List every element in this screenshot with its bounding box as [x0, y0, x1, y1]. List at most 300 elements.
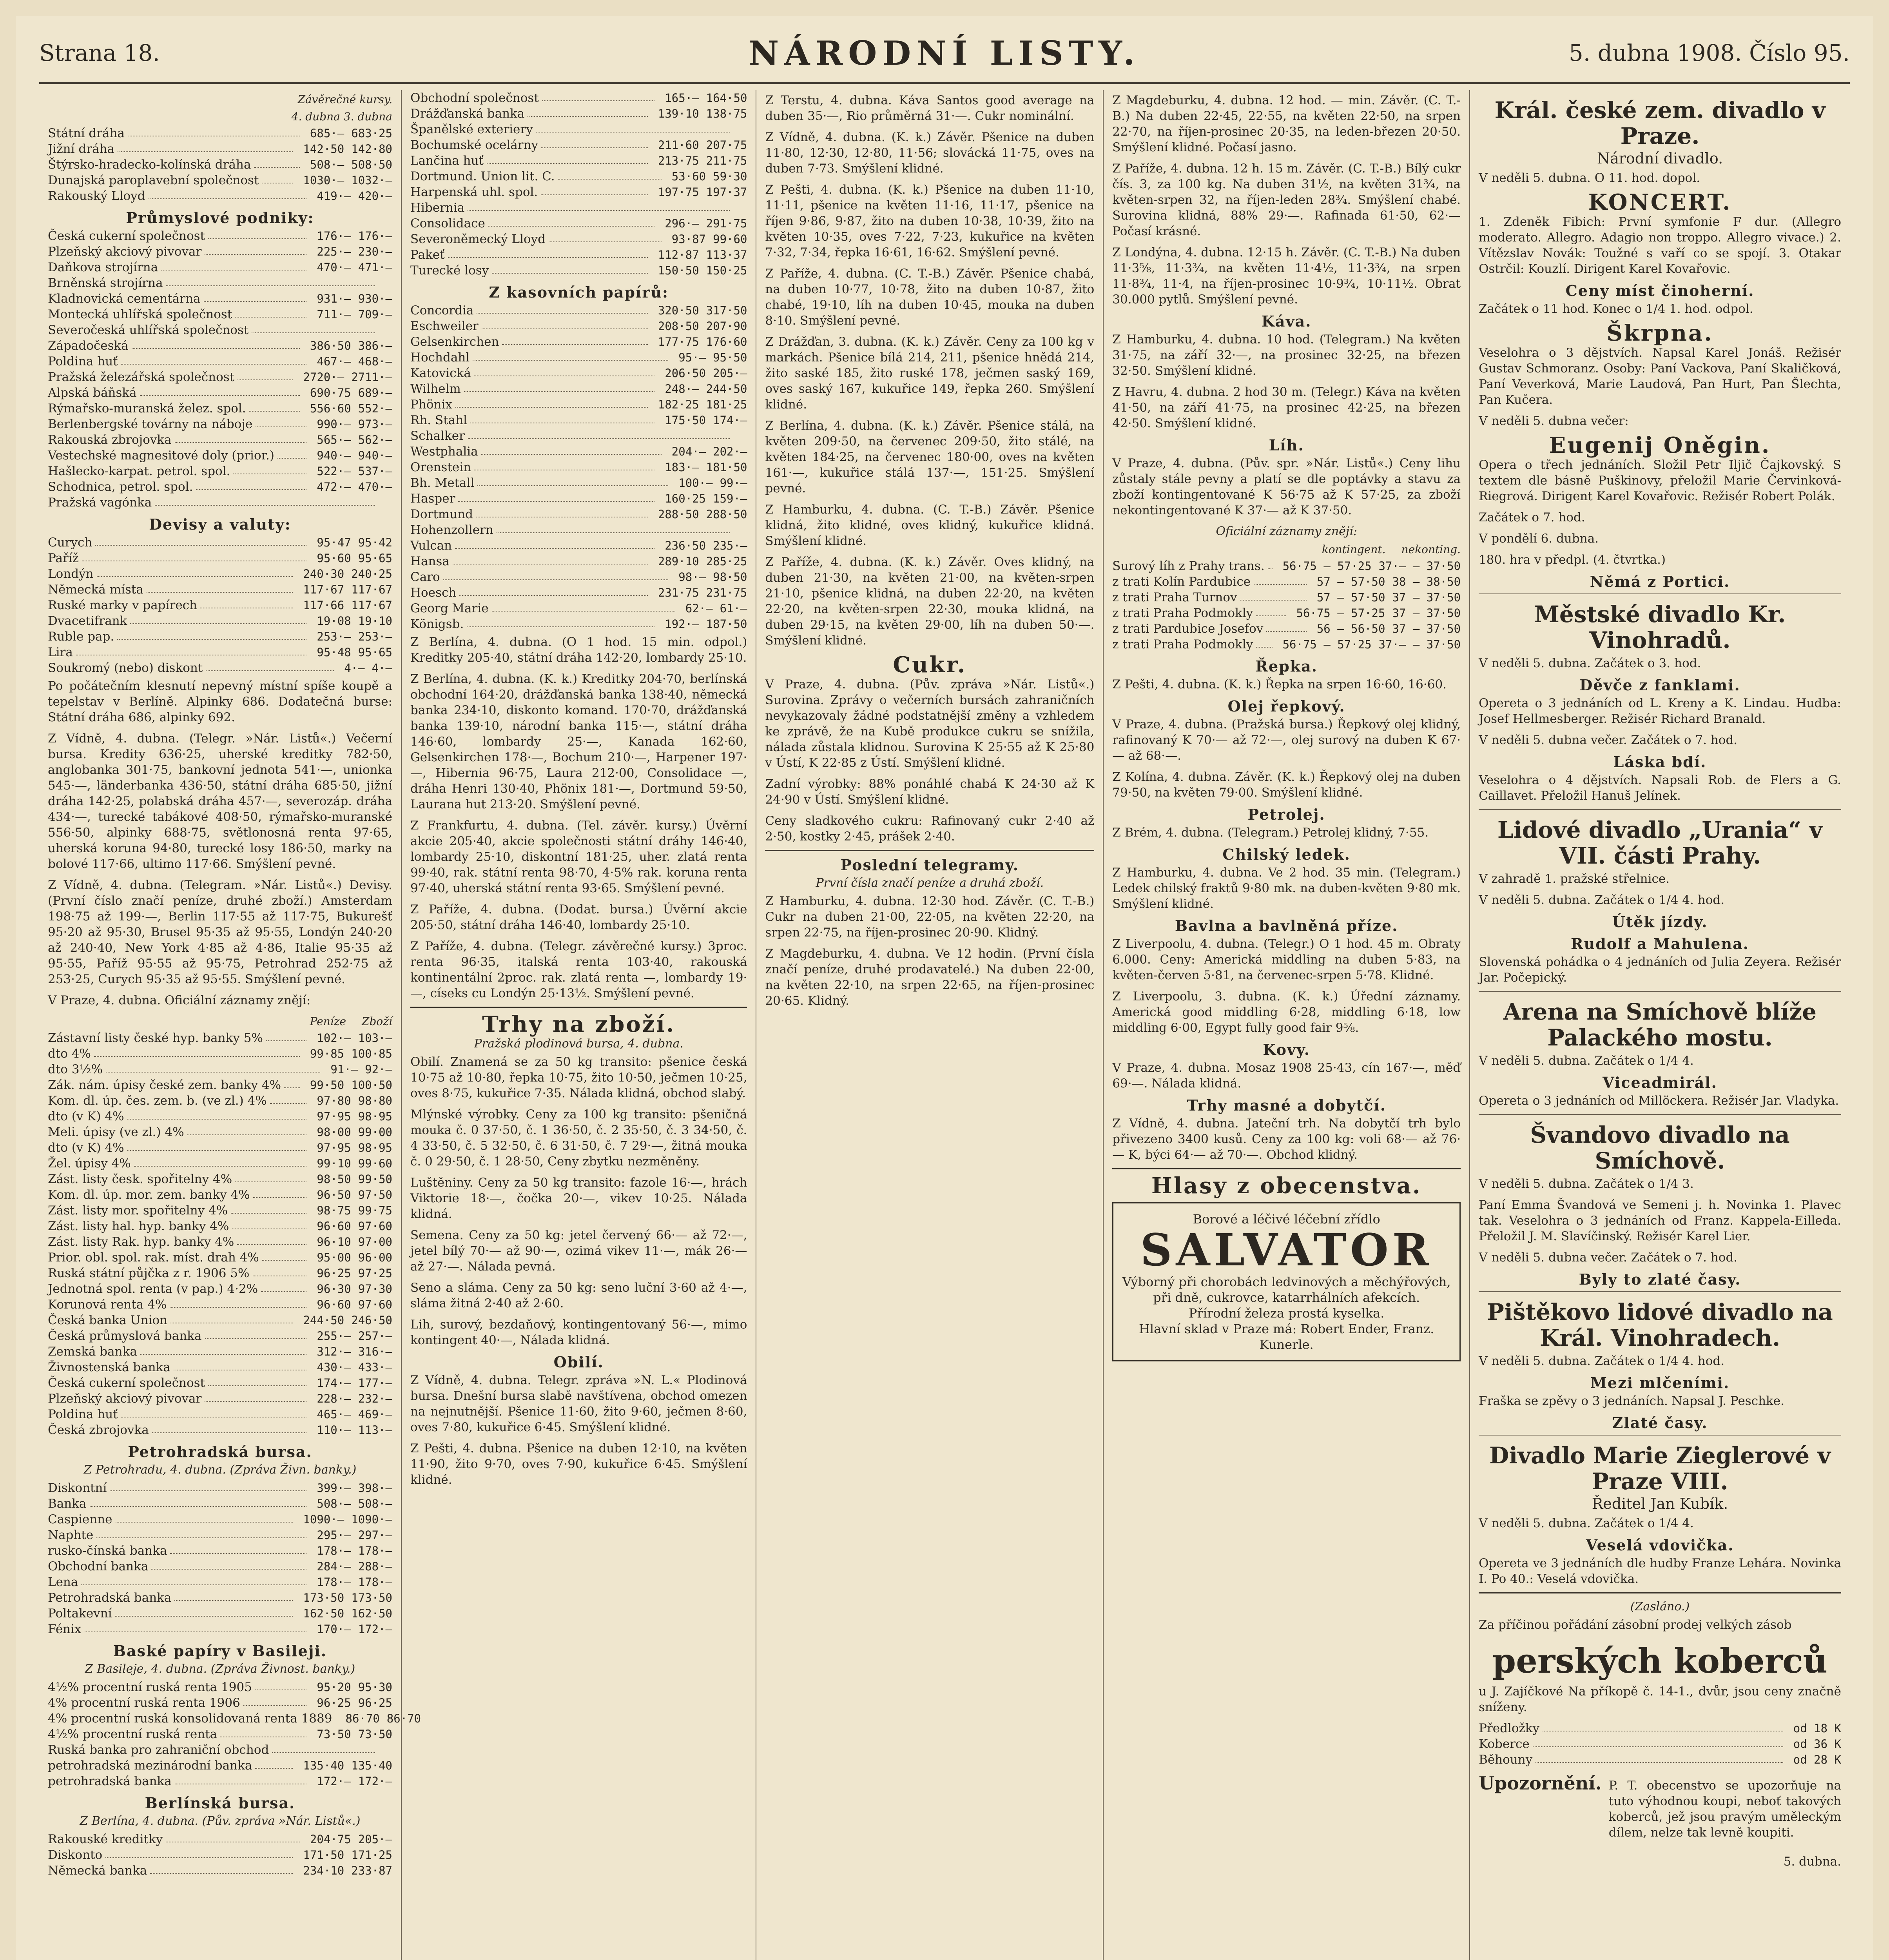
fx-heading: Devisy a valuty:	[149, 515, 291, 533]
leader-dots	[170, 1543, 306, 1554]
row-value: 135·40	[303, 1759, 344, 1772]
prices-heading: Ceny míst činoherní.	[1565, 282, 1755, 299]
row-value: 91·—	[330, 1063, 358, 1076]
row-label: Lena	[48, 1575, 78, 1589]
leader-dots	[255, 1758, 293, 1769]
row-value: 56·75 — 57·25	[1282, 559, 1372, 573]
table-row	[48, 1422, 392, 1438]
leader-dots	[558, 169, 662, 180]
paragraph: Z Drážďan, 3. dubna. (K. k.) Závěr. Ceny za 100 kg v markách. Pšenice bílá 214, 211, pšenice hnědá 214, žito saské 185, žito ruské 178, ječmen saský 169, oves saský 167, kukuřice 149, řepka 260. Smýšlení klidné.	[765, 335, 1095, 412]
table-row	[410, 137, 747, 153]
row-label: Daňkova strojírna	[48, 260, 158, 274]
row-value: 99·85	[310, 1047, 344, 1060]
row-value: 711·—	[317, 308, 351, 321]
row-value: 211·75	[706, 154, 747, 167]
table-row	[410, 585, 747, 601]
play-heading: Útěk jízdy.	[1612, 913, 1708, 931]
row-label: Ruská banka pro zahraniční obchod	[48, 1743, 269, 1757]
row-value: 940·—	[317, 449, 351, 462]
table-row	[48, 1046, 392, 1062]
table-row	[48, 157, 392, 172]
paragraph: Z Kolína, 4. dubna. Závěr. (K. k.) Řepkový olej na duben 79·50, na květen 79·00. Smýšlení klidné.	[1112, 770, 1461, 800]
paragraph: V Praze, 4. dubna. (Pův. zpráva »Nár. Listů«.) Surovina. Zprávy o večerních bursách zahraničních nevykazovaly žádné podstatnější změny a vzhledem ke zprávě, že na Kubě produkce cukru se snížila, nálada zůstala klidnou. Surovina K 25·55 až K 25·80 v Ústí, K 22·85 z Ústí. Smýšlení klidné.	[765, 677, 1095, 770]
table-row	[48, 1312, 392, 1328]
row-label: Jižní dráha	[48, 142, 115, 156]
leader-dots	[476, 506, 648, 517]
row-value: 98·95	[358, 1141, 392, 1154]
column-5	[1470, 90, 1850, 1960]
row-value: 95·65	[358, 646, 392, 659]
column-2	[402, 90, 756, 1960]
row-value: 98·80	[358, 1094, 392, 1107]
table-row	[410, 569, 747, 585]
paragraph: Z Pešti, 4. dubna. (K. k.) Řepka na srpen 16·60, 16·60.	[1112, 677, 1447, 691]
row-value: 96·00	[358, 1251, 392, 1264]
table-row	[48, 550, 392, 566]
row-value: 257·—	[358, 1329, 392, 1343]
row-label: z trati Kolín Pardubice	[1112, 575, 1251, 589]
paragraph: V neděli 5. dubna. Začátek o 3. hod.	[1479, 656, 1701, 670]
row-value: 160·25	[665, 492, 706, 505]
table-row	[48, 644, 392, 660]
table-row	[48, 1695, 392, 1711]
leader-dots	[166, 275, 375, 286]
leader-dots	[233, 463, 306, 474]
basel-table	[48, 1679, 421, 1789]
table-row	[1112, 621, 1461, 637]
leader-dots	[174, 1359, 307, 1370]
row-label: Hašlecko-karpat. petrol. spol.	[48, 464, 230, 478]
row-value: 246·50	[351, 1314, 392, 1327]
row-value: 207·75	[706, 138, 747, 152]
row-value: 253·—	[358, 630, 392, 643]
table-row	[410, 428, 747, 444]
paragraph: 180. hra v předpl. (4. čtvrtka.)	[1479, 553, 1666, 567]
paragraph: Z Londýna, 4. dubna. 12·15 h. Závěr. (C. T.-B.) Na duben 11·3⅝, 11·3¾, na květen 11·4½, 11·3¾, na srpen 11·8¾, 11·4, na říjen-prosinec 10·9¾, 10·11½. Obrat 30.000 pytlů. Smýšlení pevné.	[1112, 245, 1461, 307]
row-value: 255·—	[317, 1329, 351, 1343]
leader-dots	[487, 153, 648, 164]
leader-dots	[1254, 574, 1307, 585]
row-label: Fénix	[48, 1622, 82, 1636]
paragraph: V zahradě 1. pražské střelnice.	[1479, 872, 1670, 886]
row-value: 172·—	[317, 1775, 351, 1788]
industry-table	[48, 228, 392, 510]
table-row	[48, 172, 392, 188]
row-value: 171·25	[351, 1848, 392, 1862]
row-value: 100·—	[678, 476, 713, 490]
trhy-heading: Trhy na zboží.	[482, 1011, 676, 1037]
table-row	[48, 660, 392, 676]
row-label: Zemská banka	[48, 1345, 137, 1359]
table-row	[48, 495, 392, 510]
concert-heading: KONCERT.	[1588, 189, 1732, 215]
row-label: Ruské marky v papírech	[48, 598, 197, 612]
row-label: Hasper	[410, 492, 455, 506]
row-value: 97·50	[358, 1188, 392, 1201]
newspaper-page	[16, 16, 1873, 1960]
row-value: 205·—	[713, 367, 747, 380]
leader-dots	[220, 1726, 306, 1737]
row-label: Naphte	[48, 1528, 94, 1542]
leader-dots	[448, 247, 648, 258]
row-value: 187·50	[706, 617, 747, 631]
row-value: 689·—	[358, 386, 392, 399]
row-label: Hohenzollern	[410, 523, 493, 537]
col1-head: Závěrečné kursy.	[297, 93, 392, 106]
row-value: 56 — 56·50	[1316, 622, 1385, 635]
table-row	[1112, 558, 1461, 574]
table-row	[48, 1559, 392, 1574]
row-label: Concordia	[410, 303, 474, 318]
leader-dots	[254, 157, 299, 168]
paragraph: Za příčinou pořádání zásobní prodej velkých zásob	[1479, 1618, 1792, 1632]
table-row	[48, 448, 392, 463]
leader-dots	[541, 184, 648, 195]
row-value: 4·—	[372, 661, 392, 675]
table-row	[48, 1062, 392, 1077]
posl-heading: Poslední telegramy.	[840, 856, 1019, 874]
row-value: 240·30	[303, 567, 344, 581]
table-row	[48, 1742, 392, 1758]
row-value: 182·25	[658, 398, 699, 411]
table-row	[48, 1496, 392, 1512]
row-label: Německá místa	[48, 583, 143, 597]
row-value: 176·60	[706, 335, 747, 348]
row-value: 37 — 37·50	[1392, 591, 1461, 604]
play-heading: Veselá vdovička.	[1586, 1536, 1734, 1554]
row-value: 467·—	[317, 355, 351, 368]
row-value: 236·50	[665, 539, 706, 552]
divider	[1479, 1435, 1841, 1436]
row-label: z trati Pardubice Josefov	[1112, 622, 1264, 636]
bank-table	[48, 125, 392, 204]
paragraph: Lih, surový, bezdaňový, kontingentovaný 56·—, mimo kontingent 40·—, Nálada klidná.	[410, 1318, 747, 1347]
row-label: z trati Praha Podmokly	[1112, 637, 1253, 652]
paragraph: V Praze, 4. dubna. (Pův. spr. »Nár. Listů«.) Ceny lihu zůstaly stále pevny a platí se dle poptávky a stavu za zboží kontingentované K 56·75 až K 57·25, za zboží nekontingentované K 37·— až K 37·50.	[1112, 456, 1461, 517]
leader-dots	[1543, 1720, 1783, 1731]
leader-dots	[127, 1109, 307, 1120]
row-value: 205·—	[358, 1833, 392, 1846]
paragraph: V pondělí 6. dubna.	[1479, 532, 1599, 546]
row-value: 96·25	[317, 1267, 351, 1280]
leader-dots	[117, 629, 306, 640]
table-row	[48, 1124, 392, 1140]
row-label: Caspienne	[48, 1512, 112, 1526]
row-value: 470·—	[317, 261, 351, 274]
paragraph: Z Vídně, 4. dubna. (Telegram. »Nár. Listů«.) Devisy. (První číslo značí peníze, druhé zboží.) Amsterdam 198·75 až 199·—, Berlin 117·55 až 117·75, Bukurešť 95·20 až 95·30, Brusel 95·35 až 95·55, Londýn 240·20 až 240·40, New York 4·85 až 4·86, Italie 95·35 až 95·55, Paříž 95·55 až 95·75, Petrohrad 252·75 až 253·25, Curych 95·35 až 95·55. Smýšlení pevné.	[48, 878, 392, 986]
row-value: 419·—	[317, 189, 351, 203]
row-value: 181·25	[706, 398, 747, 411]
row-value: 204·75	[310, 1833, 351, 1846]
row-value: 320·50	[658, 304, 699, 317]
table-row	[48, 1030, 392, 1046]
leader-dots	[105, 1847, 293, 1858]
row-value: 98·—	[678, 570, 706, 584]
table-row	[48, 597, 392, 613]
paragraph: Opereta ve 3 jednáních dle hudby Franze Lehára. Novinka I. Po 40.: Veselá vdovička.	[1479, 1556, 1841, 1586]
row-value: 469·—	[358, 1408, 392, 1421]
ledek-heading: Chilský ledek.	[1222, 846, 1351, 863]
leader-dots	[204, 291, 307, 302]
table-row	[1112, 637, 1461, 652]
paragraph: Veselohra o 4 dějstvích. Napsali Rob. de Flers a G. Caillavet. Přeložil Hanuš Jelínek.	[1479, 773, 1841, 803]
row-label: Pakeť	[410, 248, 445, 262]
table-row	[410, 216, 747, 231]
leader-dots	[249, 401, 300, 412]
paragraph: Z Liverpoolu, 3. dubna. (K. k.) Úřední záznamy. Americká good middling 6·28, middling 6·18, low middling 6·00, Egypt fully good fair 9⅝.	[1112, 989, 1461, 1035]
row-label: 4% procentní ruská renta 1906	[48, 1696, 240, 1710]
table-row	[410, 601, 747, 616]
leader-dots	[132, 338, 300, 349]
row-value: 174·—	[317, 1376, 351, 1390]
table-row	[410, 475, 747, 491]
row-value: 470·—	[358, 480, 392, 494]
row-label: Schalker	[410, 429, 465, 443]
row-value: 197·37	[706, 185, 747, 199]
row-value: 95·00	[317, 1251, 351, 1264]
petr-heading: Petrolej.	[1247, 806, 1325, 823]
row-label: Poldina huť	[48, 1407, 118, 1421]
row-label: Severoněmecký Lloyd	[410, 232, 546, 246]
table-row	[48, 1234, 392, 1250]
row-value: 296·—	[665, 217, 699, 230]
row-value: 709·—	[358, 308, 392, 321]
table-row	[48, 1574, 392, 1590]
theatre-title: Lidové divadlo „Urania“ v VII. části Prahy.	[1497, 817, 1823, 869]
row-value: 150·25	[706, 264, 747, 277]
row-value: 159·—	[713, 492, 747, 505]
row-value: 317·50	[706, 304, 747, 317]
row-value: 231·75	[706, 586, 747, 599]
table-row	[1479, 1720, 1841, 1736]
table-row	[48, 1328, 392, 1344]
paragraph: Paní Emma Švandová ve Semeni j. h. Novinka 1. Plavec tak. Veselohra o 3 jednáních od Franz. Kappela-Eilleda. Přeložil J. M. Slavíčinský. Režisér Karel Lier.	[1479, 1198, 1841, 1243]
olej-heading: Olej řepkový.	[1227, 697, 1345, 715]
row-value: 285·25	[706, 555, 747, 568]
divider	[1479, 1592, 1841, 1593]
row-value: 244·50	[706, 382, 747, 396]
kava-heading: Káva.	[1261, 312, 1312, 330]
masthead	[39, 24, 1850, 84]
table-row	[48, 1726, 392, 1742]
table-row	[48, 385, 392, 401]
row-label: Londýn	[48, 567, 94, 581]
table-row	[48, 1679, 392, 1695]
leader-dots	[170, 1312, 293, 1323]
table-row	[48, 1606, 392, 1621]
theatre-title: Divadlo Marie Zieglerové v Praze VIII.	[1489, 1442, 1831, 1495]
zaslano: (Zasláno.)	[1630, 1600, 1690, 1613]
leader-dots	[474, 459, 654, 470]
table-row	[48, 432, 392, 448]
leader-dots	[253, 1265, 307, 1276]
leader-dots	[76, 644, 307, 655]
table-row	[48, 479, 392, 495]
row-value: 685·—	[310, 127, 344, 140]
leader-dots	[459, 585, 648, 596]
table-row	[1479, 1736, 1841, 1752]
leader-dots	[477, 475, 668, 486]
row-label: Diskontní	[48, 1481, 107, 1495]
cukr-heading: Cukr.	[893, 652, 967, 678]
paragraph: Semena. Ceny za 50 kg: jetel červený 66·— až 72·—, jetel bílý 70·— až 90·—, ozimá vikev 11·—, mák 26·— až 27·—. Nálada pevná.	[410, 1228, 747, 1274]
row-value: 95·65	[358, 552, 392, 565]
paragraph: Z Vídně, 4. dubna. (Telegr. »Nár. Listů«.) Večerní bursa. Kredity 636·25, uherské kreditky 782·50, anglobanka 301·75, bankovní jednota 541·—, unionka 545·—, länderbanka 436·50, státní dráha 685·50, jižní dráha 142·25, polabská dráha 457·—, severozáp. dráha 434·—, turecké tabákové 408·50, rýmařsko-muranské 556·50, alpinky 688·75, světlonosná renta 97·65, uherská koruna 94·80, turecké losy 186·50, marky na bolové 117·66, ultimo 117·66. Smýšlení pevné.	[48, 731, 392, 871]
row-value: 175·50	[665, 414, 706, 427]
row-value: 181·50	[706, 461, 747, 474]
paragraph: Opera o třech jednáních. Složil Petr Iljič Čajkovský. S textem dle básně Puškinovy, přeložil Marie Červinková-Riegrová. Dirigent Karel Kovařovic. Režisér Robert Polák.	[1479, 458, 1841, 503]
row-value: 508·50	[351, 158, 392, 171]
row-value: 95·47	[317, 536, 351, 549]
leader-dots	[95, 535, 306, 546]
leader-dots	[542, 90, 654, 101]
table-row	[48, 1391, 392, 1406]
row-value: 1032·—	[351, 174, 392, 187]
bavlna-heading: Bavlna a bavlněná příze.	[1175, 917, 1398, 935]
row-label: Zást. listy hal. hyp. banky 4%	[48, 1219, 229, 1233]
divider	[1479, 809, 1841, 810]
trhy-masne-heading: Trhy masné a dobytčí.	[1187, 1096, 1386, 1114]
paragraph: Z Vídně, 4. dubna. Telegr. zpráva »N. L.« Plodinová bursa. Dnešní bursa slabě navštívena, obchod omezen na nejnutnější. Pšenice 11·60, žito 9·60, ječmen 8·60, oves 7·80, kukuřice 6·45. Smýšlení klidné.	[410, 1373, 747, 1434]
play-heading: Děvče z fanklami.	[1579, 676, 1740, 694]
row-label: Hochdahl	[410, 350, 470, 365]
persian-ad-title: perských koberců	[1492, 1641, 1828, 1681]
row-label: dto 3½%	[48, 1062, 103, 1076]
leader-dots	[502, 334, 647, 345]
row-label: Česká zbrojovka	[48, 1423, 149, 1437]
leader-dots	[1533, 1736, 1783, 1747]
row-value: 253·—	[317, 630, 351, 643]
table-row	[48, 1297, 392, 1312]
row-value: 110·—	[317, 1423, 351, 1437]
row-value: 312·—	[317, 1345, 351, 1358]
row-value: 208·50	[658, 319, 699, 333]
table-row	[48, 1156, 392, 1171]
paragraph: Z Vídně, 4. dubna. (K. k.) Závěr. Pšenice na duben 11·80, 12·30, 12·80, 11·56; slovácká 11·75, oves na duben 7·73. Smýšlení klidné.	[765, 130, 1095, 176]
row-value: 117·67	[303, 583, 344, 596]
row-label: Štýrsko-hradecko-kolínská dráha	[48, 158, 251, 172]
paragraph: V neděli 5. dubna. Začátek o 1/4 3.	[1479, 1177, 1694, 1191]
row-value: 99·50	[310, 1078, 344, 1092]
leader-dots	[237, 1234, 306, 1245]
paragraph: Začátek o 7. hod.	[1479, 510, 1585, 524]
table-row	[48, 1758, 392, 1773]
row-label: Jednotná spol. renta (v pap.) 4·2%	[48, 1282, 258, 1296]
row-label: Harpenská uhl. spol.	[410, 185, 538, 199]
kz-heading: Z kasovních papírů:	[489, 283, 669, 301]
row-value: 95·20	[317, 1681, 351, 1694]
leader-dots	[205, 1328, 307, 1339]
row-label: Španělské exteriery	[410, 122, 533, 136]
row-value: 96·25	[317, 1696, 351, 1710]
row-value: 240·25	[351, 567, 392, 581]
table-row	[48, 1265, 392, 1281]
table-row	[410, 444, 747, 459]
row-label: Diskonto	[48, 1848, 103, 1862]
row-label: 4% procentní ruská konsolidovaná renta 1889	[48, 1711, 332, 1726]
divider	[410, 1007, 747, 1008]
berlin-heading: Berlínská bursa.	[145, 1794, 295, 1812]
row-value: 178·—	[317, 1544, 351, 1557]
paragraph: Z Paříže, 4. dubna. (K. k.) Závěr. Oves klidný, na duben 21·30, na květen 21·00, na květen-srpen 21·10, pšenice klidná, na duben 22·20, na květen 22·20, na květen-srpen 22·30, mouka klidná, na duben 29·15, na květen 29·00, líh na duben 50·—. Smýšlení klidné.	[765, 555, 1095, 648]
row-value: 100·50	[351, 1078, 392, 1092]
row-value: 97·30	[358, 1282, 392, 1296]
warning-label: Upozornění.	[1479, 1773, 1602, 1794]
row-label: Königsb.	[410, 617, 464, 631]
theatre-title: Pištěkovo lidové divadlo na Král. Vinohradech.	[1487, 1299, 1833, 1351]
row-label: Brněnská strojírna	[48, 276, 163, 290]
row-value: 96·50	[317, 1188, 351, 1201]
leader-dots	[110, 1480, 306, 1491]
row-label: Kladnovická cementárna	[48, 292, 201, 306]
row-value: 176·—	[358, 229, 392, 243]
paragraph: Z Hamburku, 4. dubna. Ve 2 hod. 35 min. (Telegram.) Ledek chilský fraktů 9·80 mk. na duben-květen 9·80 mk. Smýšlení klidné.	[1112, 866, 1461, 911]
table-row	[410, 303, 747, 318]
row-label: Obchodní banka	[48, 1559, 149, 1573]
row-label: Rýmařsko-muranská želez. spol.	[48, 401, 246, 416]
table-row	[48, 1831, 392, 1847]
row-label: Česká průmyslová banka	[48, 1329, 202, 1343]
row-value: 172·—	[358, 1775, 392, 1788]
table-row	[48, 1218, 392, 1234]
row-value: 142·80	[351, 142, 392, 156]
leader-dots	[152, 1422, 307, 1433]
table-row	[1479, 1752, 1841, 1768]
row-value: 192·—	[665, 617, 699, 631]
row-label: Georg Marie	[410, 601, 489, 615]
leader-dots	[96, 1527, 306, 1538]
salvator-ad	[1112, 1202, 1461, 1361]
fx-table	[48, 535, 392, 676]
row-value: 95·48	[317, 646, 351, 659]
leader-dots	[536, 122, 730, 132]
divider	[1479, 1114, 1841, 1115]
table-row	[410, 231, 747, 247]
leader-dots	[116, 1512, 293, 1523]
row-label: Orenstein	[410, 460, 471, 474]
row-value: 97·80	[317, 1094, 351, 1107]
row-value: 211·60	[658, 138, 699, 152]
leader-dots	[140, 1344, 307, 1355]
play-heading: Viceadmirál.	[1603, 1074, 1717, 1091]
column-1	[39, 90, 421, 1960]
paragraph: V neděli 5. dubna večer. Začátek o 7. hod.	[1479, 1250, 1738, 1265]
table-row	[48, 354, 392, 369]
hlasy-heading: Hlasy z obecenstva.	[1151, 1173, 1422, 1199]
row-value: 86·70	[386, 1712, 421, 1725]
row-label: 4½% procentní ruská renta	[48, 1727, 218, 1741]
row-value: 99·10	[317, 1157, 351, 1170]
row-value: 98·95	[358, 1110, 392, 1123]
paragraph: Začátek o 11 hod. Konec o 1/4 1. hod. odpol.	[1479, 302, 1753, 316]
row-value: 19·08	[317, 614, 351, 628]
paragraph: Z Vídně, 4. dubna. Jateční trh. Na dobytčí trh bylo přivezeno 3400 kusů. Ceny za 100 kg: voli 68·— až 76·— K, býci 64·— až 70·—. Obchod klidný.	[1112, 1116, 1461, 1162]
row-label: Eschweiler	[410, 319, 479, 333]
table-row	[410, 522, 747, 538]
row-value: 56·75 — 57·25	[1296, 606, 1385, 620]
leader-dots	[150, 1863, 293, 1874]
table-row	[48, 291, 392, 307]
table-row	[410, 122, 747, 137]
salvator-text: Výborný při chorobách ledvinových a měchýřových, při dně, cukrovce, katarrhálních afekcích.	[1122, 1274, 1451, 1305]
table-row	[48, 260, 392, 275]
basel-heading: Baské papíry v Basileji.	[113, 1642, 327, 1660]
leader-dots	[467, 616, 654, 627]
leader-dots	[127, 1140, 307, 1151]
row-value: 231·75	[658, 586, 699, 599]
row-value: 472·—	[317, 480, 351, 494]
paragraph: V neděli 5. dubna. Začátek o 1/4 4. hod.	[1479, 893, 1725, 907]
